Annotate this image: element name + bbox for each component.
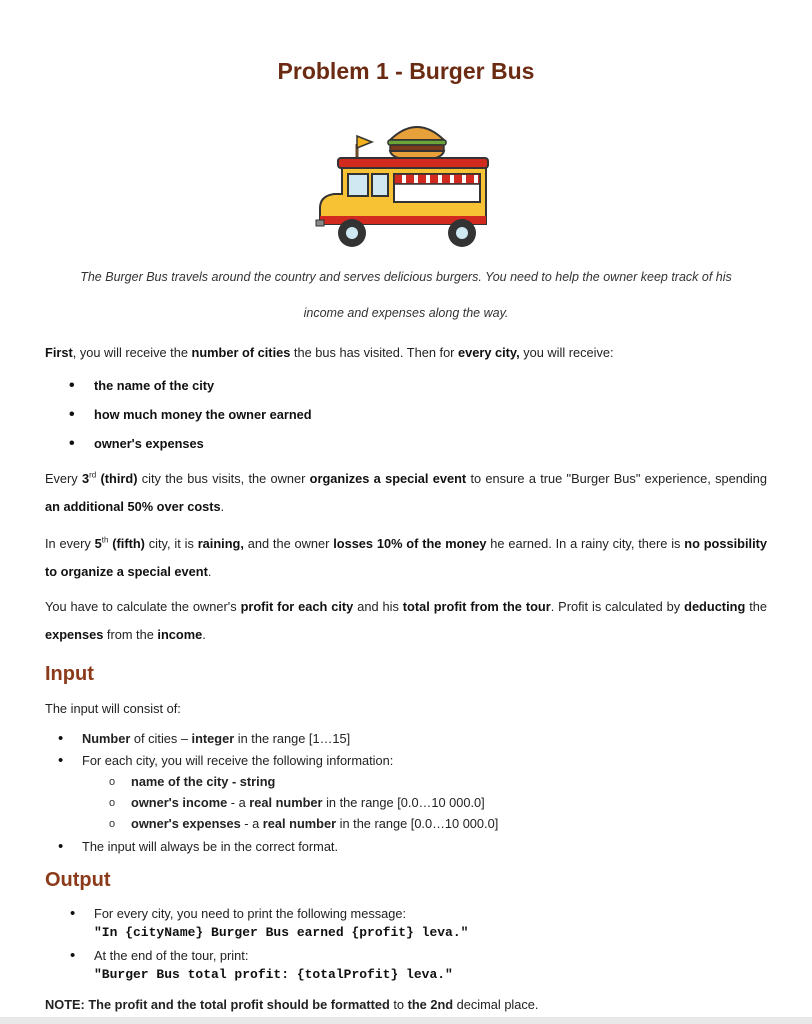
output-end-tour-item: At the end of the tour, print: xyxy=(94,948,249,963)
output-heading: Output xyxy=(45,869,111,891)
page-title: Problem 1 - Burger Bus xyxy=(277,58,535,84)
input-heading: Input xyxy=(45,663,94,685)
bullet-icon: • xyxy=(58,838,64,855)
bullet-icon: • xyxy=(58,752,64,769)
list-item: • owner's expenses xyxy=(55,429,312,458)
burger-bus-image xyxy=(312,116,492,256)
output-total-format: "Burger Bus total profit: {totalProfit} leva." xyxy=(94,967,453,982)
third-city-paragraph: Every 3rd (third) city the bus visits, the owner organizes a special event to ensure a true "Burger Bus" experience, spending an additional 50% over costs. xyxy=(45,470,768,514)
fifth-city-paragraph: In every 5th (fifth) city, it is raining, and the owner losses 10% of the money he earned. In a rainy city, there is no possibility to organize a special event. xyxy=(45,535,768,579)
circle-bullet-icon: o xyxy=(109,818,116,830)
bottom-scroll-edge xyxy=(0,1017,812,1024)
list-item: • how much money the owner earned xyxy=(55,400,312,429)
input-each-city-item: For each city, you will receive the following information: xyxy=(82,753,394,768)
first-paragraph: First, you will receive the number of cities the bus has visited. Then for every city, you will receive: xyxy=(45,345,614,360)
input-income-item: owner's income - a real number in the range [0.0…10 000.0] xyxy=(131,795,485,810)
input-city-name-item: name of the city - string xyxy=(131,774,276,789)
note-line: NOTE: The profit and the total profit should be formatted to the 2nd decimal place. xyxy=(45,997,539,1012)
input-format-item: The input will always be in the correct format. xyxy=(82,839,339,854)
receive-list xyxy=(55,371,312,458)
output-city-format: "In {cityName} Burger Bus earned {profit} leva." xyxy=(94,925,469,940)
circle-bullet-icon: o xyxy=(109,776,116,788)
circle-bullet-icon: o xyxy=(109,797,116,809)
output-every-city-item: For every city, you need to print the following message: xyxy=(94,906,407,921)
bullet-icon: • xyxy=(70,905,76,922)
list-item: • the name of the city xyxy=(55,371,312,400)
input-intro: The input will consist of: xyxy=(45,701,181,716)
intro-line-1: The Burger Bus travels around the country and serves delicious burgers. You need to help the owner keep track of his xyxy=(80,270,732,284)
input-expenses-item: owner's expenses - a real number in the range [0.0…10 000.0] xyxy=(131,816,499,831)
profit-paragraph: You have to calculate the owner's profit for each city and his total profit from the tour. Profit is calculated by deducting the expenses from the income. xyxy=(45,599,767,642)
intro-line-2: income and expenses along the way. xyxy=(303,306,509,320)
bullet-icon: • xyxy=(58,730,64,747)
input-count-item: Number of cities – integer in the range [1…15] xyxy=(82,731,351,746)
bullet-icon: • xyxy=(70,947,76,964)
